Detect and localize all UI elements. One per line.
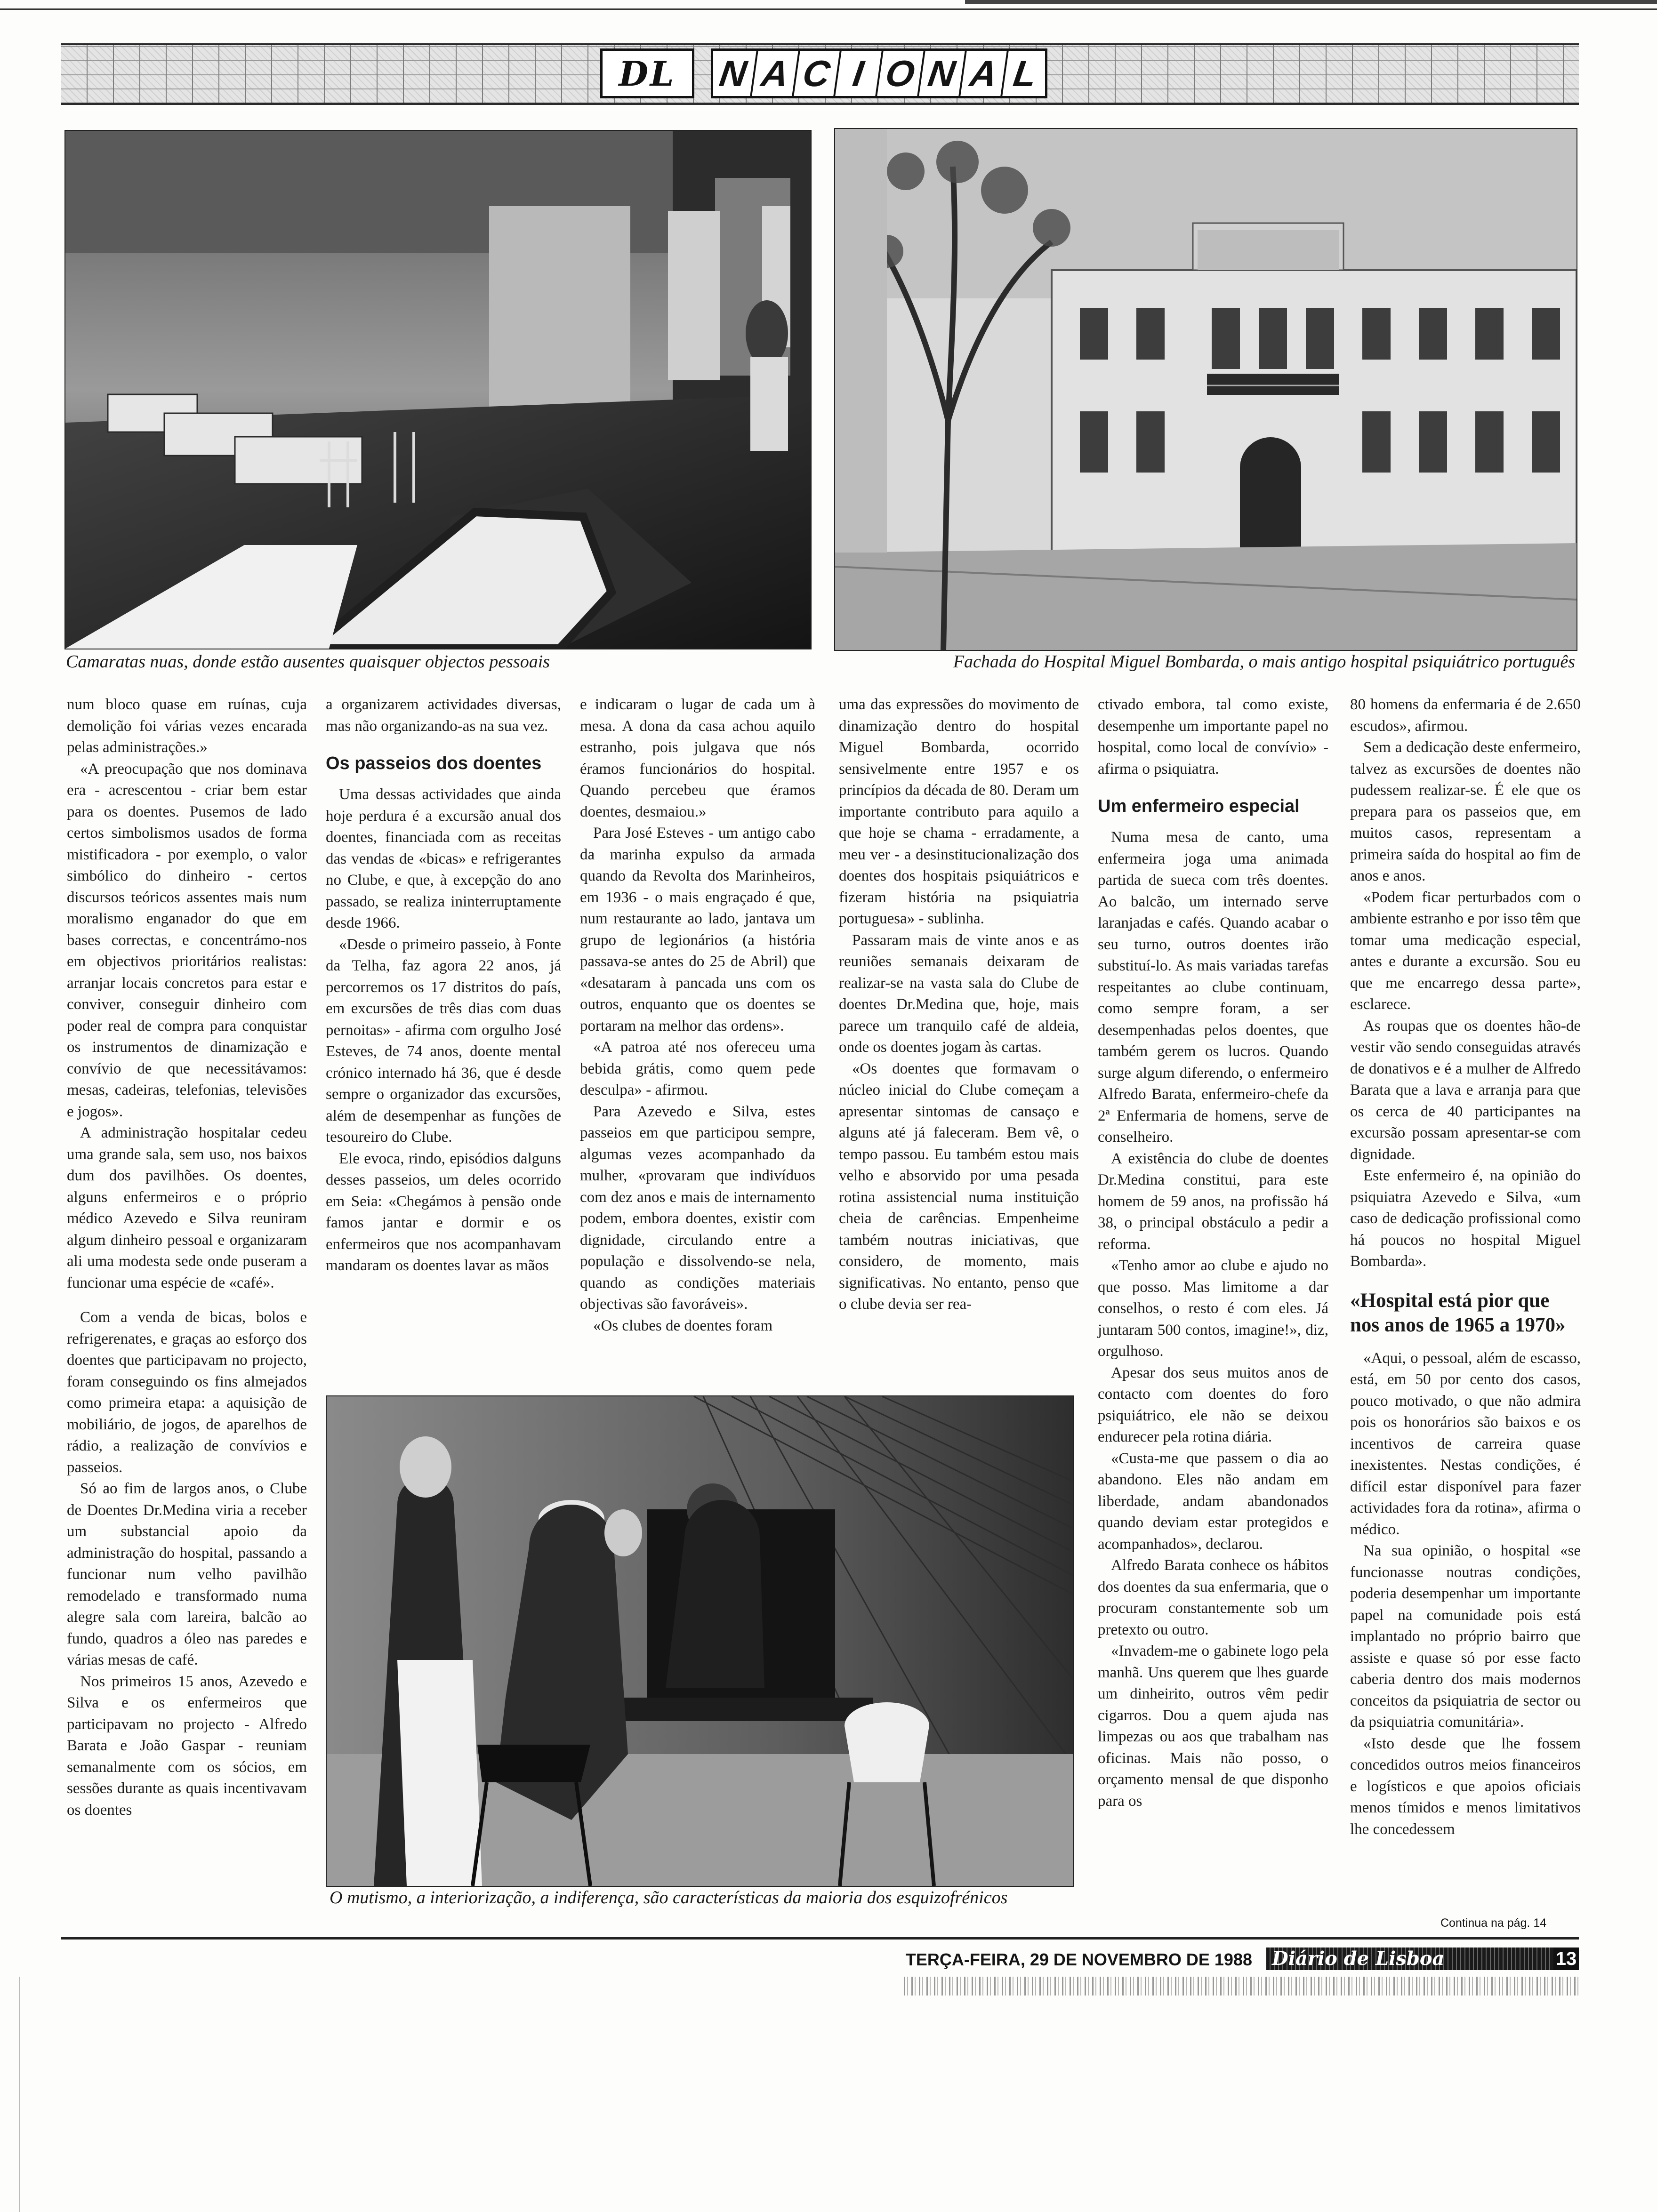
- paragraph: «Aqui, o pessoal, além de escasso, está, em 50 por cento dos casos, pouco motivado, o que não admira pois os honorários são baixos e os incentivos de carreira quase inexistentes. Nestas condições, é difícil estar disponível para fazer actividades fora da rotina», afirma o médico.: [1350, 1349, 1581, 1538]
- publication-date: TERÇA-FEIRA, 29 DE NOVEMBRO DE 1988: [905, 1950, 1252, 1969]
- paragraph: Só ao fim de largos anos, o Clube de Doentes Dr.Medina viria a receber um substancial apoio da administração do hospital, passando a funcionar num velho pavilhão remodelado e transformado numa alegre sala com lareira, balcão ao fundo, quadros a óleo nas paredes e várias mesas de café.: [67, 1480, 307, 1668]
- section-letter: N: [918, 51, 966, 96]
- paragraph: «Os doentes que formavam o núcleo inicial do Clube começam a apresentar sintomas de cansaço e alguns até já faleceram. Bem vê, o tempo passou. Eu também estou mais velho e absorvido por uma pesada rotina assistencial numa instituição cheia de carências. Empenheime também noutras iniciativas, que considero, de momento, mais significativas. No entanto, penso que o clube devia ser rea-: [839, 1060, 1079, 1313]
- section-letter: I: [835, 51, 883, 96]
- paragraph: Na sua opinião, o hospital «se funcionasse noutras condições, poderia desempenhar um importante papel na comunidade pois está implantado no próprio bairro que assiste e quase só por esse facto caberia dentro dos mais modernos conceitos da psiquiatria de sector ou da psiquiatria comunitária».: [1350, 1542, 1581, 1731]
- paragraph: uma das expressões do movimento de dinamização dentro do hospital Miguel Bombarda, ocorrido sensivelmente entre 1957 e os princípios da década de 80. Deram um importante contributo para aquilo a que hoje se chama - erradamente, a meu ver - a desinstitucionalização dos doentes dos hospitais psiquiátricos e fizeram história na psiquiatria portuguesa» - sublinha.: [839, 696, 1079, 927]
- hospital-facade-photo: [834, 128, 1577, 651]
- article-column-3: [580, 694, 815, 1337]
- paragraph: «Os clubes de doentes foram: [593, 1317, 773, 1334]
- paragraph: «Desde o primeiro passeio, à Fonte da Telha, faz agora 22 anos, já percorremos os 17 distritos do país, em excursões de três dias com duas pernoitas» - afirma com orgulho José Esteves, de 74 anos, doente mental crónico internado há 36, que é desde sempre o organizador das excursões, além de desempenhar as funções de tesoureiro do Clube.: [326, 936, 561, 1146]
- article-column-4: [839, 694, 1079, 1315]
- paragraph: Este enfermeiro é, na opinião do psiquiatra Azevedo e Silva, «um caso de dedicação profissional como há poucos no hospital Miguel Bombarda».: [1350, 1167, 1581, 1270]
- paragraph: «A preocupação que nos dominava era - acrescentou - criar bem estar para os doentes. Pusemos de lado certos simbolismos usados de forma mistificadora - por exemplo, o valor simbólico do dinheiro - certos discursos teóricos assentes mais num moralismo enganador do que em bases correctas, e concentrámo-nos em objectivos prioritários realistas: arranjar locais concretos para estar e conviver, conseguir dinheiro com poder real de compra para conquistar os instrumentos de dinamização e convívio de que necessitávamos: mesas, cadeiras, telefonias, televisões e jogos».: [67, 760, 307, 1120]
- section-title-nacional: [711, 48, 1047, 98]
- section-letter: N: [711, 51, 758, 96]
- paragraph: e indicaram o lugar de cada um à mesa. A dona da casa achou aquilo estranho, pois julgava que nós éramos funcionários do hospital. Quando percebeu que éramos doentes, desmaiou.»: [580, 696, 815, 820]
- paragraph: A administração hospitalar cedeu uma grande sala, sem uso, nos baixos dum dos pavilhões. Os doentes, alguns enfermeiros e o próprio médico Azevedo e Silva reuniram algum dinheiro pessoal e organizaram ali uma modesta sede onde puseram a funcionar uma espécie de «café».: [67, 1124, 307, 1291]
- paragraph: ctivado embora, tal como existe, desempenhe um importante papel no hospital, como local de convívio» - afirma o psiquiatra.: [1098, 696, 1328, 777]
- paragraph: «Invadem-me o gabinete logo pela manhã. Uns querem que lhes guarde um dinheirito, outros vêm pedir cigarros. Dou a quem ajuda nas limpezas ou aos que trabalham nas oficinas. Mais não posso, o orçamento mensal de que disponho para os: [1098, 1643, 1328, 1810]
- patients-caption: O mutismo, a interiorização, a indiferença, são características da maioria dos esquizofrénicos: [330, 1888, 1008, 1907]
- paragraph: «A patroa até nos ofereceu uma bebida grátis, como quem pede desculpa» - afirmou.: [580, 1039, 815, 1098]
- patients-photo-drawing: [327, 1396, 1073, 1886]
- paragraph: num bloco quase em ruínas, cuja demolição foi várias vezes encarada pelas administrações.»: [67, 696, 307, 756]
- subheading-enfermeiro: Um enfermeiro especial: [1098, 796, 1300, 816]
- section-letter: A: [752, 51, 800, 96]
- paragraph: a organizarem actividades diversas, mas não organizando-as na sua vez.: [326, 696, 561, 735]
- paragraph: Para Azevedo e Silva, estes passeios em que participou sempre, algumas vezes acompanhado da mulher, «provaram que indivíduos com dez anos e mais de internamento podem, embora doentes, existir com dignidade, circulando entre a população e dissolvendo-se nela, quando as condições materiais objectivas são favoráveis».: [580, 1103, 815, 1313]
- dormitory-photo-drawing: [65, 131, 811, 649]
- hospital-caption: Fachada do Hospital Miguel Bombarda, o mais antigo hospital psiquiátrico português: [953, 652, 1575, 672]
- paragraph: «Tenho amor ao clube e ajudo no que posso. Mas limitome a dar conselhos, o resto é com eles. Já juntaram 500 contos, imagine!», diz, orgulhoso.: [1098, 1257, 1328, 1360]
- article-column-1: [67, 694, 307, 1821]
- paragraph: Numa mesa de canto, uma enfermeira joga uma animada partida de sueca com três doentes. Ao balcão, um internado serve laranjadas e cafés. Quando acabar o seu turno, outros doentes irão substituí-lo. As mais variadas tarefas respeitantes ao clube continuam, como sempre foram, a ser desempenhadas pelos doentes, que também gerem os lucros. Quando surge algum diferendo, o enfermeiro Alfredo Barata, enfermeiro-chefe da 2ª Enfermaria de homens, serve de conselheiro.: [1098, 829, 1328, 1146]
- paragraph: As roupas que os doentes hão-de vestir vão sendo conseguidas através de donativos e é a mulher de Alfredo Barata que a lava e arranja para que os cerca de 40 participantes na excursão possam apresentar-se com dignidade.: [1350, 1017, 1581, 1163]
- continuation-note: Continua na pág. 14: [1440, 1916, 1547, 1930]
- section-letter: L: [1011, 53, 1039, 94]
- paragraph: Sem a dedicação deste enfermeiro, talvez as excursões de doentes não pudessem realizar-se. É ele que os prepara para os passeios que, em muitos casos, representam a primeira saída do hospital ao fim de anos e anos.: [1350, 739, 1581, 884]
- paragraph: «Podem ficar perturbados com o ambiente estranho e por isso têm que tomar uma medicação especial, antes e durante a excursão. Sou eu que me encarrego dessa parte», esclarece.: [1350, 889, 1581, 1013]
- paragraph: Para José Esteves - um antigo cabo da marinha expulso da armada quando da Revolta dos Marinheiros, em 1936 - o mais engraçado é que, num restaurante ao lado, jantava um grupo de legionários (a história passava-se antes do 25 de Abril) que «desataram à pancada uns com os outros, enquanto que os doentes se portaram na melhor das ordens».: [580, 825, 815, 1034]
- paragraph: Passaram mais de vinte anos e as reuniões semanais deixaram de realizar-se na vasta sala do Clube de doentes Dr.Medina que, hoje, mais parece um tranquilo café de aldeia, onde os doentes jogam às cartas.: [839, 931, 1079, 1056]
- patients-photo: [326, 1395, 1074, 1887]
- footer-rule: [61, 1937, 1579, 1940]
- dormitory-caption: Camaratas nuas, donde estão ausentes quaisquer objectos pessoais: [66, 652, 550, 672]
- paragraph: A existência do clube de doentes Dr.Medina constitui, para este homem de 59 anos, na profissão há 38, o principal obstáculo a pedir a reforma.: [1098, 1150, 1328, 1253]
- dormitory-photo: [64, 130, 812, 649]
- paragraph: Ele evoca, rindo, episódios dalguns desses passeios, um deles ocorrido em Seia: «Chegámos à pensão onde famos jantar e dormir e os enfermeiros que nos acompanhavam mandaram os doentes lavar as mãos: [326, 1150, 561, 1274]
- paragraph: «Isto desde que lhe fossem concedidos outros meios financeiros e logísticos e que apoios oficiais menos tímidos e menos limitativos lhe concedessem: [1350, 1735, 1581, 1838]
- top-border-stub: [965, 0, 1657, 4]
- paragraph: Alfredo Barata conhece os hábitos dos doentes da sua enfermaria, que o procuram constantemente sob um pretexto ou outro.: [1098, 1557, 1328, 1638]
- subheading-hospital-pior: «Hospital está pior que nos anos de 1965 a 1970»: [1350, 1289, 1566, 1336]
- hospital-facade-drawing: [835, 129, 1577, 650]
- subheading-passeios: Os passeios dos doentes: [326, 753, 542, 773]
- footer-barcode-strip: [904, 1977, 1579, 1996]
- paragraph: 80 homens da enfermaria é de 2.650 escudos», afirmou.: [1350, 696, 1581, 735]
- newspaper-name: Diário de Lisboa: [1266, 1948, 1577, 1970]
- paragraph: Com a venda de bicas, bolos e refrigerenates, e graças ao esforço dos doentes que participavam no projecto, foram conseguindo os fins almejados como primeira etapa: a aquisição de mobiliário, de jogos, de aparelhos de rádio, a realização de convívios e passeios.: [67, 1309, 307, 1476]
- paragraph: Apesar dos seus muitos anos de contacto com doentes do foro psiquiátrico, ele não se deixou endurecer pela rotina diária.: [1098, 1364, 1328, 1445]
- section-letter: A: [960, 51, 1008, 96]
- paragraph: Nos primeiros 15 anos, Azevedo e Silva e os enfermeiros que participavam no projecto - Alfredo Barata e João Gaspar - reuniam semanalmente com os sócios, em sessões durante as quais incentivavam os doentes: [67, 1673, 307, 1819]
- section-letter: C: [794, 51, 842, 96]
- paragraph: Uma dessas actividades que ainda hoje perdura é a excursão anual dos doentes, financiada com as receitas das vendas de «bicas» e refrigerantes no Clube, e que, à excepção do ano passado, se realiza ininterruptamente desde 1966.: [326, 786, 561, 931]
- scan-edge: [0, 1977, 20, 2212]
- article-column-5: [1098, 694, 1328, 1812]
- dl-logo: DL: [600, 48, 694, 98]
- paragraph: «Custa-me que passem o dia ao abandono. Eles não andam em liberdade, andam abandonados quando deviam estar protegidos e acompanhados», declarou.: [1098, 1450, 1328, 1553]
- page-number: 13: [1553, 1948, 1579, 1970]
- article-column-6: [1350, 694, 1581, 1840]
- article-column-2: [326, 694, 561, 1277]
- section-letter: O: [877, 51, 925, 96]
